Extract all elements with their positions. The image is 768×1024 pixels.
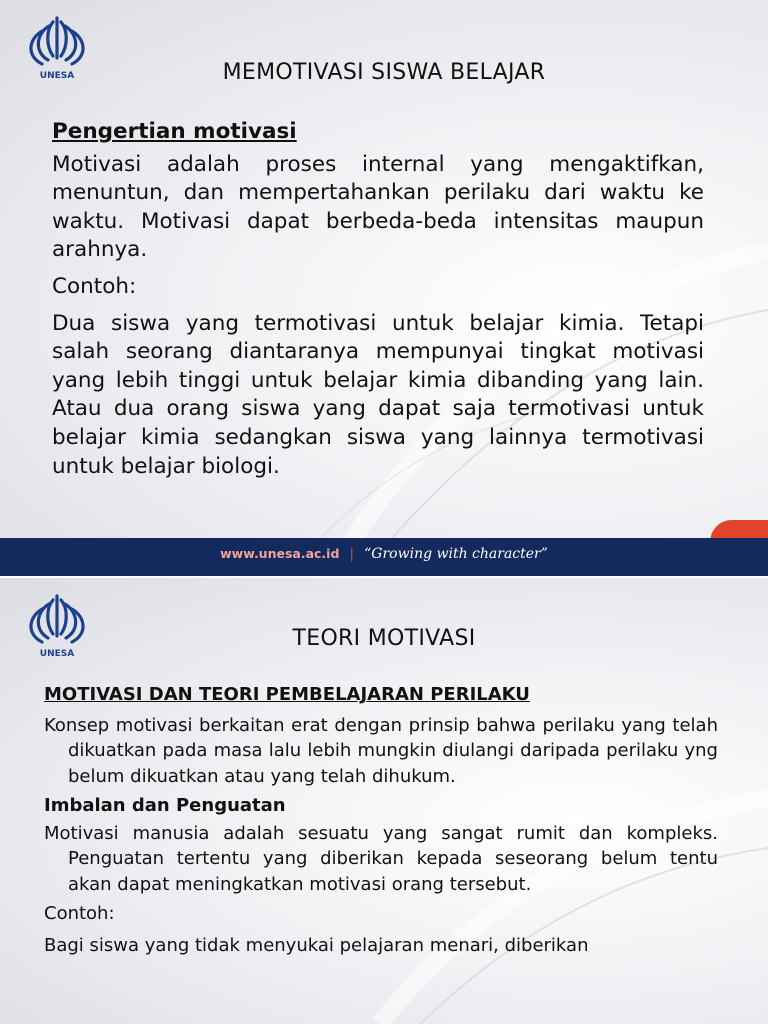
footer xyxy=(0,546,768,562)
definition-paragraph: Motivasi adalah proses internal yang mengaktifkan, menuntun, dan mempertahankan perilaku dari waktu ke waktu. Motivasi dapat berbeda-beda intensitas maupun arahnya. xyxy=(52,151,704,263)
footer-url: www.unesa.ac.id xyxy=(220,546,340,561)
concept-paragraph: Konsep motivasi berkaitan erat dengan prinsip bahwa perilaku yang telah dikuatkan pada masa lalu lebih mungkin diulangi daripada perilaku yng belum dikuatkan atau yang telah dihukum. xyxy=(44,714,718,787)
slide-content xyxy=(44,682,718,962)
slide-content xyxy=(52,118,704,481)
section-heading: MOTIVASI DAN TEORI PEMBELAJARAN PERILAKU xyxy=(44,684,530,705)
example-label: Contoh: xyxy=(52,273,137,299)
slide-title: MEMOTIVASI SISWA BELAJAR xyxy=(222,60,546,85)
svg-text:UNESA: UNESA xyxy=(39,649,75,659)
example-paragraph: Bagi siswa yang tidak menyukai pelajaran menari, diberikan xyxy=(44,934,589,956)
slide-title: TEORI MOTIVASI xyxy=(292,626,476,651)
footer-separator: | xyxy=(349,546,355,562)
reward-paragraph: Motivasi manusia adalah sesuatu yang sangat rumit dan kompleks. Penguatan tertentu yang diberikan kepada seseorang belum tentu akan dapat meningkatkan motivasi orang tersebut. xyxy=(44,822,718,895)
example-label: Contoh: xyxy=(44,903,115,924)
example-paragraph: Dua siswa yang termotivasi untuk belajar kimia. Tetapi salah seorang diantaranya mempunyai tingkat motivasi yang lebih tinggi untuk belajar kimia dibanding yang lain. Atau dua orang siswa yang dapat saja termotivasi untuk belajar kimia sedangkan siswa yang lainnya termotivasi untuk belajar biologi. xyxy=(52,310,704,479)
footer-tagline: “Growing with character” xyxy=(364,546,548,562)
subsection-heading: Imbalan dan Penguatan xyxy=(44,795,286,816)
slide-2 xyxy=(0,578,768,1024)
section-heading: Pengertian motivasi xyxy=(52,119,297,144)
svg-text:UNESA: UNESA xyxy=(39,71,75,81)
